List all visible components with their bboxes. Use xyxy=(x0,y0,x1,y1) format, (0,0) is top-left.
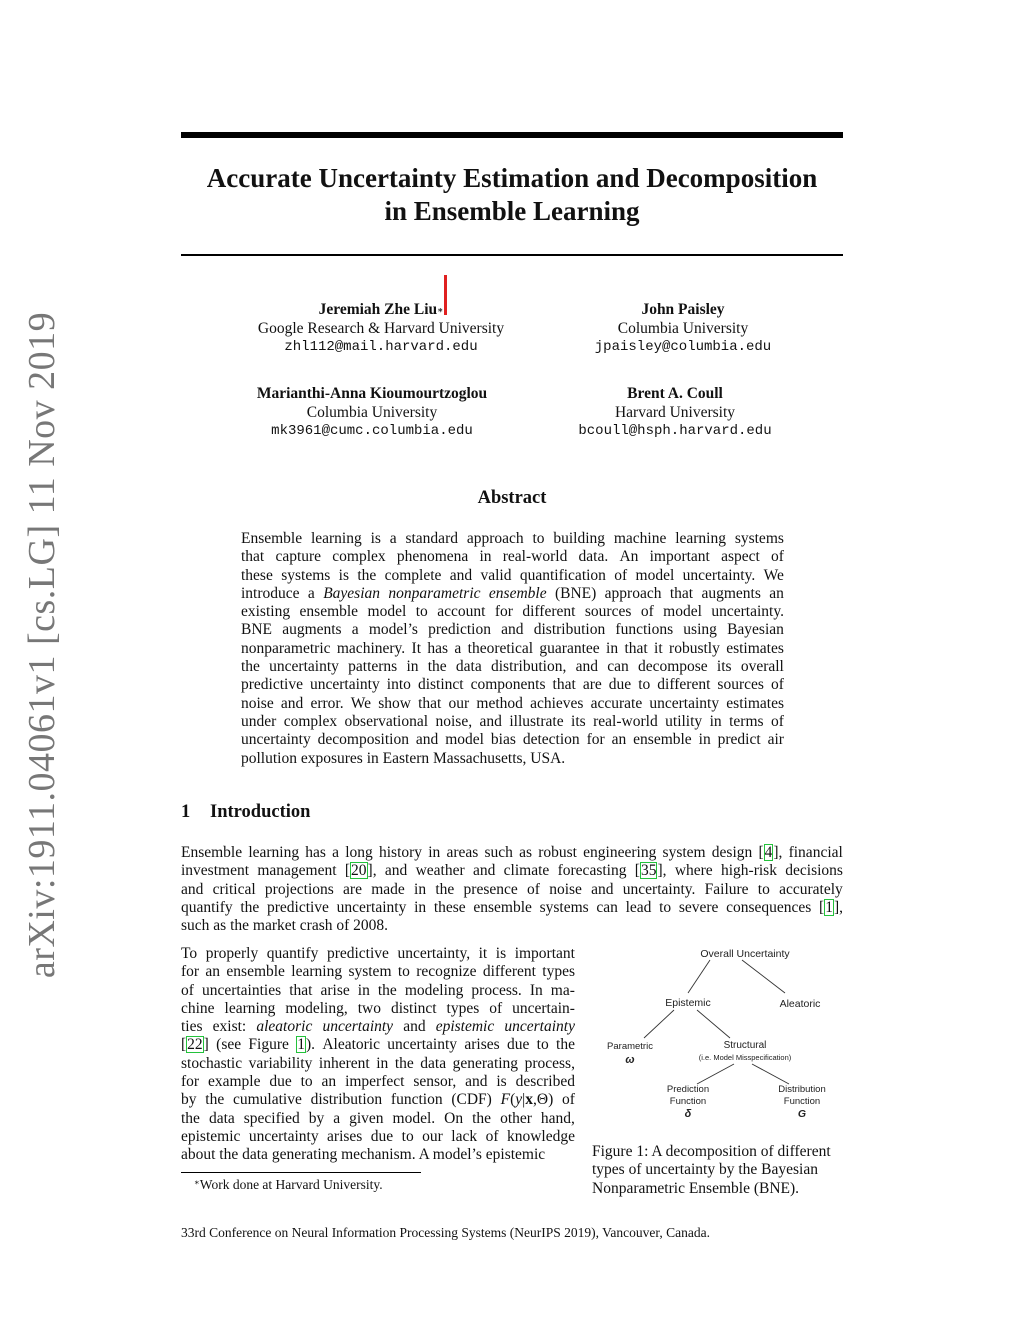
intro-paragraph-2-line: [22] (see Figure 1). Aleatoric uncertainty arises due to the xyxy=(181,1036,575,1054)
title-line-2: in Ensemble Learning xyxy=(384,196,640,226)
abstract-line: existing ensemble model to account for different sources of model uncertainty. xyxy=(241,603,784,621)
intro-paragraph-1-line: quantify the predictive uncertainty in these ensemble systems can lead to severe consequences [1], xyxy=(181,898,843,916)
intro-paragraph-2-line: stochastic variability inherent in the data generating process, xyxy=(181,1054,575,1072)
author-name: Marianthi-Anna Kioumourtzoglou xyxy=(256,385,488,402)
author-affiliation: Columbia University xyxy=(306,403,438,421)
author-affiliation: Harvard University xyxy=(614,403,736,421)
author-affiliation: Columbia University xyxy=(617,319,749,337)
abstract-line: noise and error. We show that our method achieves accurate uncertainty estimates xyxy=(241,694,784,712)
symbol-g: G xyxy=(797,1108,807,1120)
arxiv-identifier: arXiv:1911.04061v1 [cs.LG] 11 Nov 2019 xyxy=(21,311,63,979)
title-line-1: Accurate Uncertainty Estimation and Decomposition xyxy=(206,163,818,193)
abstract-line: introduce a Bayesian nonparametric ensemble (BNE) approach that augments an xyxy=(241,584,784,602)
footnote-rule xyxy=(181,1172,421,1173)
intro-paragraph-2-line: for an ensemble learning system to recognize different types xyxy=(181,963,575,981)
intro-paragraph-2-line: epistemic uncertainty arises due to our lack of knowledge xyxy=(181,1127,575,1145)
author-block-1 xyxy=(231,301,531,357)
node-structural-note: (i.e. Model Misspecification) xyxy=(698,1053,792,1062)
author-block-4 xyxy=(525,385,825,441)
intro-paragraph-2-line: for example due to an imperfect sensor, and is described xyxy=(181,1073,575,1091)
abstract-line: nonparametric machinery. It has a theoretical guarantee in that it robustly estimates xyxy=(241,639,784,657)
abstract-line: these systems is the complete and valid quantification of model uncertainty. We xyxy=(241,566,784,584)
author-email: jpaisley@columbia.edu xyxy=(594,339,772,355)
intro-paragraph-1-line: Ensemble learning has a long history in areas such as robust engineering system design [4], financial xyxy=(181,844,843,861)
abstract-line: uncertainty decomposition and model bias detection for an ensemble in predict air xyxy=(241,731,784,749)
intro-paragraph-2-line: about the data generating mechanism. A model’s epistemic xyxy=(181,1146,546,1164)
abstract-line: the uncertainty patterns in the data distribution, and can decompose its overall xyxy=(241,658,784,676)
edge-epistemic-parametric xyxy=(644,1010,674,1038)
section-title: Introduction xyxy=(210,802,311,822)
intro-paragraph-1-line: and critical projections are made in the presence of noise and uncertainty. Failure to accurately xyxy=(181,880,843,898)
node-distribution-line-1: Distribution xyxy=(778,1084,826,1095)
author-email: bcoull@hsph.harvard.edu xyxy=(578,423,772,439)
footnote-text: Work done at Harvard University. xyxy=(199,1177,383,1192)
footnote xyxy=(194,1177,383,1193)
node-aleatoric: Aleatoric xyxy=(779,998,821,1010)
abstract-line: predictive uncertainty into distinct components that are due to different sources of xyxy=(241,676,784,694)
node-structural: Structural xyxy=(723,1040,767,1051)
uncertainty-tree-diagram xyxy=(592,938,842,1128)
intro-paragraph-1-line: investment management [20], and weather and climate forecasting [35], where high-risk decisions xyxy=(181,862,843,880)
intro-paragraph-1 xyxy=(181,844,843,935)
abstract-line: that capture complex phenomena in real-world data. An important aspect of xyxy=(241,548,784,566)
node-distribution-line-2: Function xyxy=(783,1096,821,1107)
intro-paragraph-2-line: of uncertainties that arise in the modeling process. In ma- xyxy=(181,981,575,999)
author-name: John Paisley xyxy=(641,301,725,318)
citation-link[interactable]: 20 xyxy=(351,862,367,880)
edge-root-aleatoric xyxy=(742,960,785,993)
edge-root-epistemic xyxy=(688,960,710,993)
intro-paragraph-2-line: chine learning modeling, two distinct types of uncertain- xyxy=(181,999,575,1017)
section-heading-introduction xyxy=(181,802,310,823)
node-prediction-line-2: Function xyxy=(669,1096,707,1107)
section-number: 1 xyxy=(181,802,191,822)
author-email: zhl112@mail.harvard.edu xyxy=(284,339,478,355)
author-block-3 xyxy=(222,385,522,441)
abstract-body xyxy=(241,530,784,768)
paper-title xyxy=(181,162,843,228)
edge-structural-distribution xyxy=(752,1064,789,1084)
citation-link[interactable]: 35 xyxy=(640,862,657,880)
footnote-mark: ∗ xyxy=(194,1177,200,1187)
red-cursor-mark xyxy=(444,275,447,315)
intro-paragraph-2-line: To properly quantify predictive uncertainty, it is important xyxy=(181,945,575,962)
node-epistemic: Epistemic xyxy=(665,997,711,1009)
footnote-mark: ∗ xyxy=(437,305,444,315)
citation-link[interactable]: 4 xyxy=(764,844,773,861)
abstract-line: under complex observational noise, and illustrate its real-world utility in terms of xyxy=(241,712,784,730)
node-overall-uncertainty: Overall Uncertainty xyxy=(700,948,790,960)
abstract-line: pollution exposures in Eastern Massachusetts, USA. xyxy=(241,749,566,767)
intro-paragraph-1-line: such as the market crash of 2008. xyxy=(181,917,389,935)
citation-link[interactable]: 1 xyxy=(825,898,833,916)
intro-paragraph-2-line: by the cumulative distribution function (CDF) F(y|x,Θ) of xyxy=(181,1091,575,1109)
conference-note: 33rd Conference on Neural Information Processing Systems (NeurIPS 2019), Vancouver, Canada. xyxy=(181,1225,710,1240)
title-bottom-rule xyxy=(181,254,843,256)
author-name: Jeremiah Zhe Liu∗ xyxy=(318,301,444,318)
edge-structural-prediction xyxy=(697,1064,734,1084)
node-parametric: Parametric xyxy=(607,1041,653,1052)
author-block-2 xyxy=(533,301,833,357)
author-email: mk3961@cumc.columbia.edu xyxy=(271,423,473,439)
author-affiliation: Google Research & Harvard University xyxy=(257,319,505,337)
node-prediction-line-1: Prediction xyxy=(666,1084,710,1095)
intro-paragraph-2-line: ties exist: aleatoric uncertainty and epistemic uncertainty xyxy=(181,1018,575,1036)
edge-epistemic-structural xyxy=(697,1010,730,1038)
abstract-heading: Abstract xyxy=(477,488,547,508)
figure-1-caption: Figure 1: A decomposition of different types of uncertainty by the Bayesian Nonparametric Ensemble (BNE). xyxy=(592,1143,831,1197)
abstract-line: BNE augments a model’s prediction and distribution functions using Bayesian xyxy=(241,621,784,639)
symbol-omega: ω xyxy=(625,1054,635,1066)
figure-1-uncertainty-tree xyxy=(592,938,842,1128)
citation-link[interactable]: 22 xyxy=(187,1036,203,1054)
figure-reference-link[interactable]: 1 xyxy=(297,1036,305,1054)
abstract-line: Ensemble learning is a standard approach to building machine learning systems xyxy=(241,530,784,547)
author-name: Brent A. Coull xyxy=(627,385,723,402)
symbol-delta: δ xyxy=(684,1108,692,1120)
intro-paragraph-2-line: the data specified by a given model. On the other hand, xyxy=(181,1109,575,1127)
intro-paragraph-2 xyxy=(181,945,575,1165)
title-top-rule xyxy=(181,132,843,138)
